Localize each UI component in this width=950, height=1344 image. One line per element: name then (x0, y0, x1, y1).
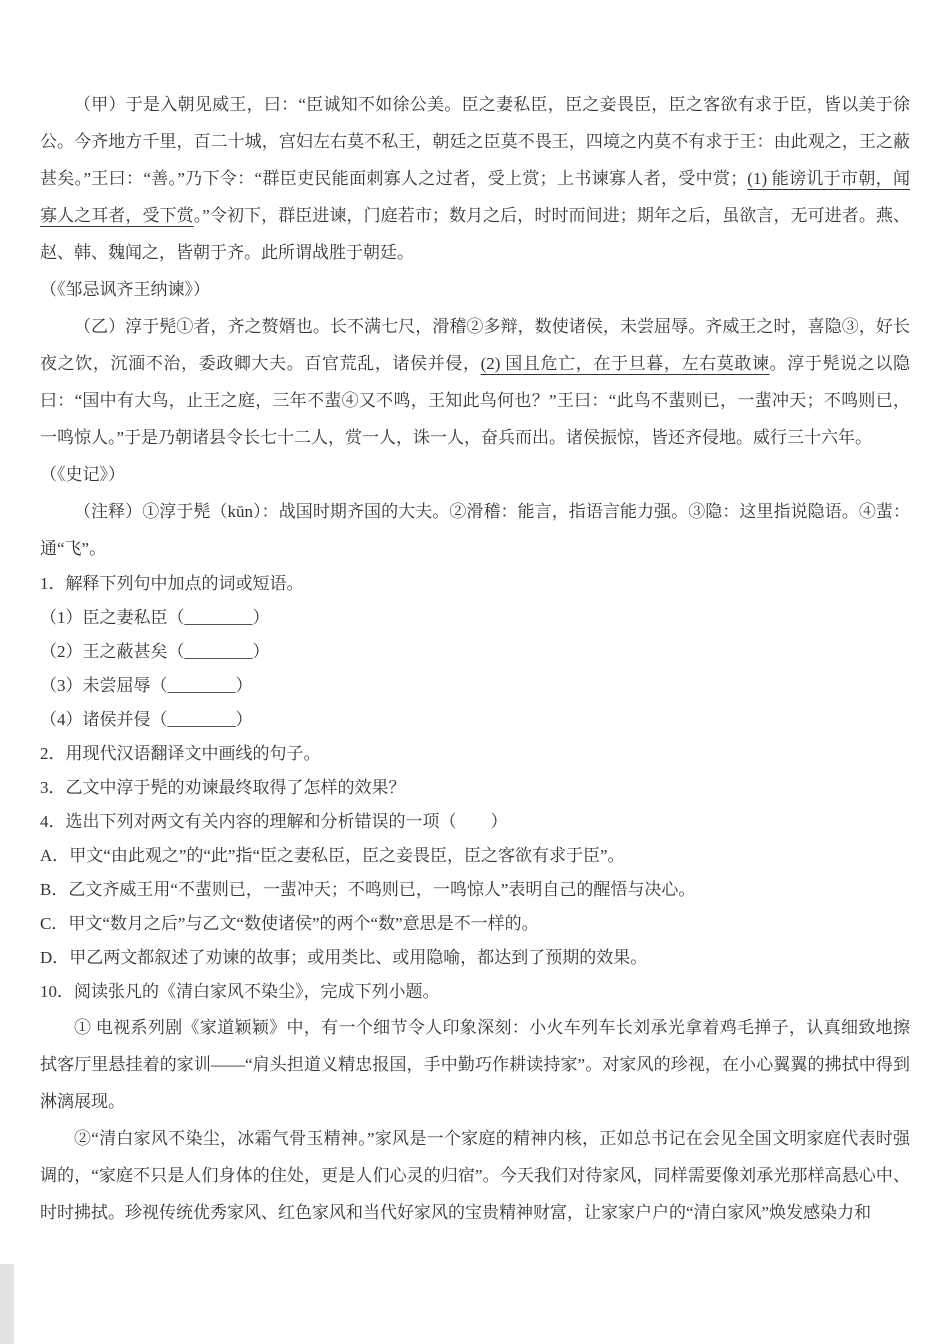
passage-yi-paragraph (40, 308, 910, 456)
notes-paragraph: （注释）①淳于髡（kūn）：战国时期齐国的大夫。②滑稽：能言，指语言能力强。③隐：这里指说隐语。④蜚：通“飞”。 (40, 502, 910, 558)
passage-yi-text-after: 。淳于髡说之以隐曰：“国中有大鸟，止王之庭，三年不蜚④又不鸣，王知此鸟何也？”王曰：“此鸟不蜚则已，一蜚冲天；不鸣则已，一鸣惊人。”于是乃朝诸县令长七十二人，赏一人，诛一人，奋兵而出。诸侯振惊，皆还齐侵地。威行三十六年。 (40, 354, 911, 447)
question-10-stem: 10．阅读张凡的《清白家风不染尘》，完成下列小题。 (40, 982, 440, 1001)
passage-jia-text-before: （甲）于是入朝见威王，曰：“臣诚知不如徐公美。臣之妻私臣，臣之妾畏臣，臣之客欲有求于臣，皆以美于徐公。今齐地方千里，百二十城，宫妇左右莫不私王，朝廷之臣莫不畏王，四境之内莫不有求于王：由此观之，王之蔽甚矣。”王曰：“善。”乃下令：“群臣吏民能面刺寡人之过者，受上赏；上书谏寡人者，受中赏； (40, 95, 910, 188)
passage-yi-text-before: （乙）淳于髡①者，齐之赘婿也。长不满七尺，滑稽②多辩，数使诸侯，未尝屈辱。齐威王之时，喜隐③，好长夜之饮，沉湎不治，委政卿大夫。百官荒乱，诸侯并侵， (40, 317, 910, 373)
question-1-stem: 1．解释下列句中加点的词或短语。 (40, 574, 304, 593)
page-corner-artifact (0, 1264, 14, 1344)
passage-jia-paragraph (40, 86, 910, 271)
question-4-option-c: C．甲文“数月之后”与乙文“数使诸侯”的两个“数”意思是不一样的。 (40, 914, 539, 933)
question-4-option-a: A．甲文“由此观之”的“此”指“臣之妻私臣，臣之妾畏臣，臣之客欲有求于臣”。 (40, 846, 625, 865)
essay-paragraph-2: ②“清白家风不染尘，冰霜气骨玉精神。”家风是一个家庭的精神内核，正如总书记在会见全国文明家庭代表时强调的，“家庭不只是人们身体的住处，更是人们心灵的归宿”。今天我们对待家风，同样需要像刘承光那样高悬心中、时时拂拭。珍视传统优秀家风、红色家风和当代好家风的宝贵精神财富，让家家户户的“清白家风”焕发感染力和 (40, 1129, 910, 1222)
attribution-yi: （《史记》） (40, 465, 125, 484)
question-1-item-2: （2）王之蔽甚矣（________） (40, 642, 270, 661)
question-4-option-b: B．乙文齐威王用“不蜚则已，一蜚冲天；不鸣则已，一鸣惊人”表明自己的醒悟与决心。 (40, 880, 696, 899)
question-2-stem: 2．用现代汉语翻译文中画线的句子。 (40, 744, 321, 763)
underlined-sentence-2: (2) 国且危亡，在于旦暮，左右莫敢谏 (480, 354, 770, 373)
question-4-option-d: D．甲乙两文都叙述了劝谏的故事；或用类比、或用隐喻，都达到了预期的效果。 (40, 948, 648, 967)
attribution-jia: （《邹忌讽齐王纳谏》） (40, 280, 210, 299)
underlined-sentence-1: (1) 能谤讥于市朝，闻寡人之耳者，受下赏 (40, 169, 910, 225)
essay-paragraph-1: ① 电视系列剧《家道颖颖》中，有一个细节令人印象深刻：小火车列车长刘承光拿着鸡毛掸子，认真细致地擦拭客厅里悬挂着的家训——“肩头担道义精忠报国，手中勤巧作耕读持家”。对家风的珍视，在小心翼翼的拂拭中得到淋漓展现。 (40, 1018, 910, 1111)
question-1-item-1: （1）臣之妻私臣（________） (40, 608, 270, 627)
question-1-item-4: （4）诸侯并侵（________） (40, 710, 253, 729)
question-3-stem: 3．乙文中淳于髡的劝谏最终取得了怎样的效果？ (40, 778, 406, 797)
question-4-stem: 4．选出下列对两文有关内容的理解和分析错误的一项（ ） (40, 812, 508, 831)
passage-jia-text-after: 。”令初下，群臣进谏，门庭若市；数月之后，时时而间进；期年之后，虽欲言，无可进者。燕、赵、韩、魏闻之，皆朝于齐。此所谓战胜于朝廷。 (40, 206, 911, 262)
question-1-item-3: （3）未尝屈辱（________） (40, 676, 253, 695)
